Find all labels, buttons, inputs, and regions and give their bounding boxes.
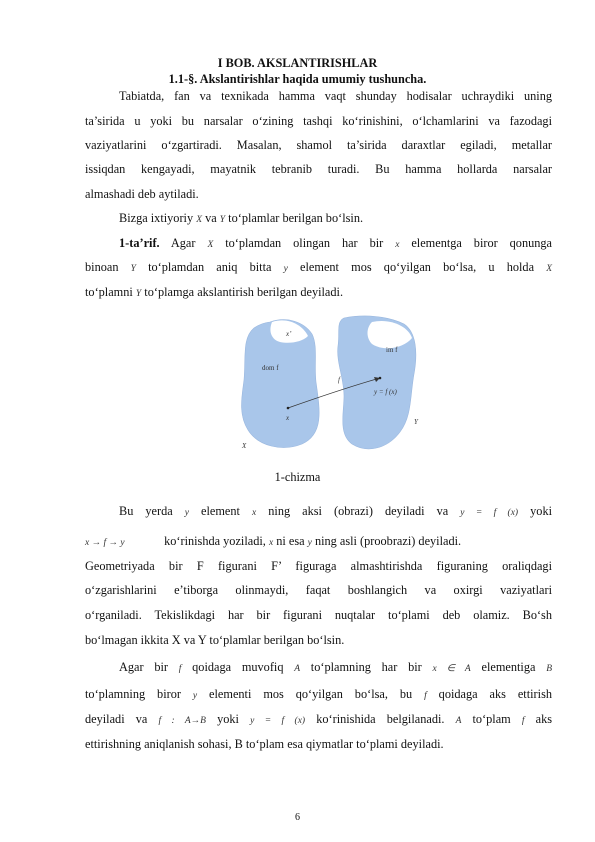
mapping-figure — [232, 312, 422, 454]
label-x: x — [286, 414, 290, 422]
chapter-title: I BOB. AKSLANTIRISHLAR — [217, 56, 378, 70]
para2-line — [119, 210, 552, 228]
def-text: binoan — [85, 260, 119, 274]
para2-text-a: Bizga ixtiyoriy — [119, 211, 194, 225]
math-x: x — [251, 508, 257, 518]
math-A: A — [294, 664, 301, 674]
math-X: X — [207, 240, 214, 250]
math-Y: Y — [130, 264, 136, 274]
para1-line2: ta’sirida u yoki bu narsalar o‘zining tashqi ko‘rinishini, o‘lchamlarini va fazodagi — [85, 114, 552, 128]
para5-text: qoidaga muvofiq — [192, 660, 284, 674]
para1-line1: Tabiatda, fan va texnikada hamma vaqt shunday hodisalar uchraydiki uning — [119, 89, 552, 103]
figure-caption: 1-chizma — [274, 470, 321, 484]
label-X: X — [242, 442, 247, 450]
math-y: y — [184, 508, 189, 518]
math-arrow-notation: x → f → y — [85, 538, 125, 548]
def-text: to‘plamdan olingan har bir — [225, 236, 384, 250]
para5-text: qoidaga aks ettirish — [438, 687, 553, 701]
para5-line3 — [85, 711, 552, 729]
math-formula-yfx: y = f (x) — [250, 716, 306, 726]
para5-text: Agar bir — [119, 660, 168, 674]
label-yfx: y = f (x) — [374, 388, 397, 396]
para3-text: Bu yerda — [119, 504, 173, 518]
page-number: 6 — [295, 812, 300, 823]
math-x-in-A: x ∈ A — [432, 664, 471, 674]
para5-line4: ettirishning aniqlanish sohasi, B to‘plam esa qiymatlar to‘plami deyiladi. — [85, 737, 444, 751]
para3-text: ning aksi (obrazi) deyiladi va — [268, 504, 449, 518]
para5-text: elementiga — [481, 660, 536, 674]
para5-text: to‘plam — [472, 712, 511, 726]
point-y — [379, 377, 382, 380]
def-text: to‘plamni — [85, 285, 133, 299]
label-Y: Y — [414, 418, 418, 426]
para3-text: element — [201, 504, 240, 518]
para5-text: aks — [535, 712, 553, 726]
para5-line1 — [119, 659, 552, 677]
para3-line2 — [85, 533, 552, 551]
math-Y: Y — [219, 215, 226, 225]
math-B: B — [546, 664, 552, 674]
math-X: X — [196, 215, 203, 225]
para3-text: yoki — [530, 504, 553, 518]
para5-text: yoki — [217, 712, 239, 726]
math-f: f — [424, 691, 427, 701]
def-text: to‘plamga akslantirish berilgan deyiladi. — [144, 285, 344, 299]
math-formula-yfx: y = f (x) — [460, 508, 519, 518]
label-im: im f — [386, 346, 398, 354]
para5-text: to‘plamning biror — [85, 687, 181, 701]
def-text: to‘plamdan aniq bitta — [148, 260, 272, 274]
para4-line3: o‘rganiladi. Tekislikdagi har bir figurani nuqtalar to‘plami deb olamiz. Bo‘sh — [85, 608, 552, 622]
definition-line3 — [85, 284, 552, 302]
math-f: f — [521, 716, 525, 726]
para1-line3: vaziyatlarini o‘zgartiradi. Masalan, shamol ta’sirida daraxtlar egiladi, metallar — [85, 138, 552, 152]
label-xprime: x’ — [286, 330, 292, 338]
para4-line4: bo‘lmagan ikkita X va Y to‘plamlar berilgan bo‘lsin. — [85, 633, 345, 647]
para3-text: ning asli (proobrazi) deyiladi. — [314, 534, 462, 548]
math-map-A-to-B: f : A→B — [158, 716, 206, 726]
math-x: x — [268, 538, 274, 548]
definition-line2 — [85, 259, 552, 277]
para4-line1: Geometriyada bir F figurani F’ figuraga almashtirishda figuraning oraliqdagi — [85, 559, 552, 573]
definition-label: 1-ta’rif. — [119, 236, 160, 250]
para3-line1 — [119, 503, 552, 521]
para3-text: ni esa — [276, 534, 305, 548]
section-title: 1.1-§. Akslantirishlar haqida umumiy tushuncha. — [168, 72, 427, 86]
definition-line1 — [119, 235, 552, 253]
math-y: y — [192, 691, 198, 701]
para3-text: ko‘rinishda yoziladi, — [164, 534, 266, 548]
math-X: X — [546, 264, 553, 274]
point-x — [287, 407, 290, 410]
math-A: A — [455, 716, 462, 726]
math-y: y — [283, 264, 288, 274]
def-text: Agar — [170, 236, 196, 250]
math-f: f — [178, 664, 182, 674]
label-f: f — [338, 376, 340, 384]
para1-line5: almashadi deb aytiladi. — [85, 187, 199, 201]
para1-line4: issiqdan kengayadi, mayatnik tebranib turadi. Bu hamma hollarda narsalar — [85, 162, 552, 176]
def-text: elementga biror qonunga — [411, 236, 552, 250]
para5-text: elementi mos qo‘yilgan bo‘lsa, bu — [209, 687, 413, 701]
math-Y: Y — [135, 289, 142, 299]
para5-text: ko‘rinishida belgilanadi. — [316, 712, 445, 726]
para2-text-c: to‘plamlar berilgan bo‘lsin. — [228, 211, 364, 225]
label-dom: dom f — [262, 364, 279, 372]
para5-text: deyiladi va — [85, 712, 148, 726]
math-y: y — [307, 538, 312, 548]
para2-text-b: va — [205, 211, 217, 225]
para5-text: to‘plamning har bir — [310, 660, 422, 674]
para5-line2 — [85, 686, 552, 704]
para4-line2: o‘zgarishlarini e’tiborga olinmaydi, faqat boshlangich va oxirgi vaziyatlari — [85, 583, 552, 597]
math-x: x — [395, 240, 400, 250]
def-text: element mos qo‘yilgan bo‘lsa, u holda — [300, 260, 535, 274]
